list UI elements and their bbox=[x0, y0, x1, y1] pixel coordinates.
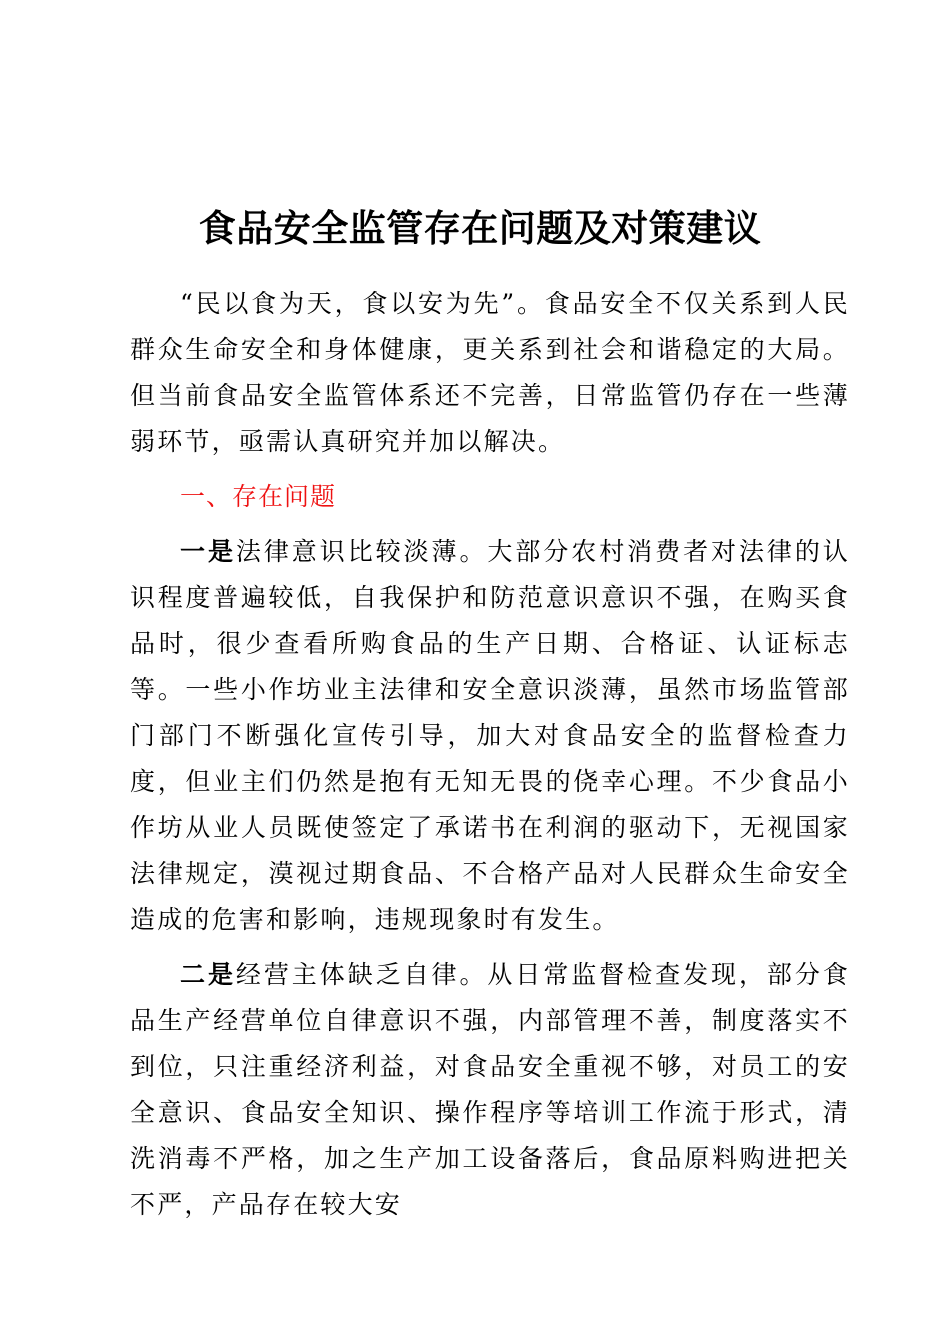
paragraph-lead: 一是 bbox=[180, 537, 236, 566]
document-body bbox=[130, 281, 850, 1228]
problem-paragraph-1 bbox=[130, 529, 850, 943]
paragraph-text: 法律意识比较淡薄。大部分农村消费者对法律的认识程度普遍较低，自我保护和防范意识意识不强，在购买食品时，很少查看所购食品的生产日期、合格证、认证标志等。一些小作坊业主法律和安全意识淡薄，虽然市场监管部门部门不断强化宣传引导，加大对食品安全的监督检查力度，但业主们仍然是抱有无知无畏的侥幸心理。不少食品小作坊从业人员既使签定了承诺书在利润的驱动下，无视国家法律规定，漠视过期食品、不合格产品对人民群众生命安全造成的危害和影响，违规现象时有发生。 bbox=[130, 537, 851, 934]
paragraph-text: 经营主体缺乏自律。从日常监督检查发现，部分食品生产经营单位自律意识不强，内部管理不善，制度落实不到位，只注重经济利益，对食品安全重视不够，对员工的安全意识、食品安全知识、操作程序等培训工作流于形式，清洗消毒不严格，加之生产加工设备落后，食品原料购进把关不严，产品存在较大安 bbox=[130, 960, 851, 1219]
section-heading: 一、存在问题 bbox=[180, 482, 337, 511]
intro-paragraph: “民以食为天，食以安为先”。食品安全不仅关系到人民群众生命安全和身体健康，更关系到社会和谐稳定的大局。但当前食品安全监管体系还不完善，日常监管仍存在一些薄弱环节，亟需认真研究并加以解决。 bbox=[130, 289, 850, 456]
problem-paragraph-2 bbox=[130, 952, 850, 1228]
document-title: 食品安全监管存在问题及对策建议 bbox=[198, 206, 762, 250]
paragraph-lead: 二是 bbox=[180, 960, 236, 989]
